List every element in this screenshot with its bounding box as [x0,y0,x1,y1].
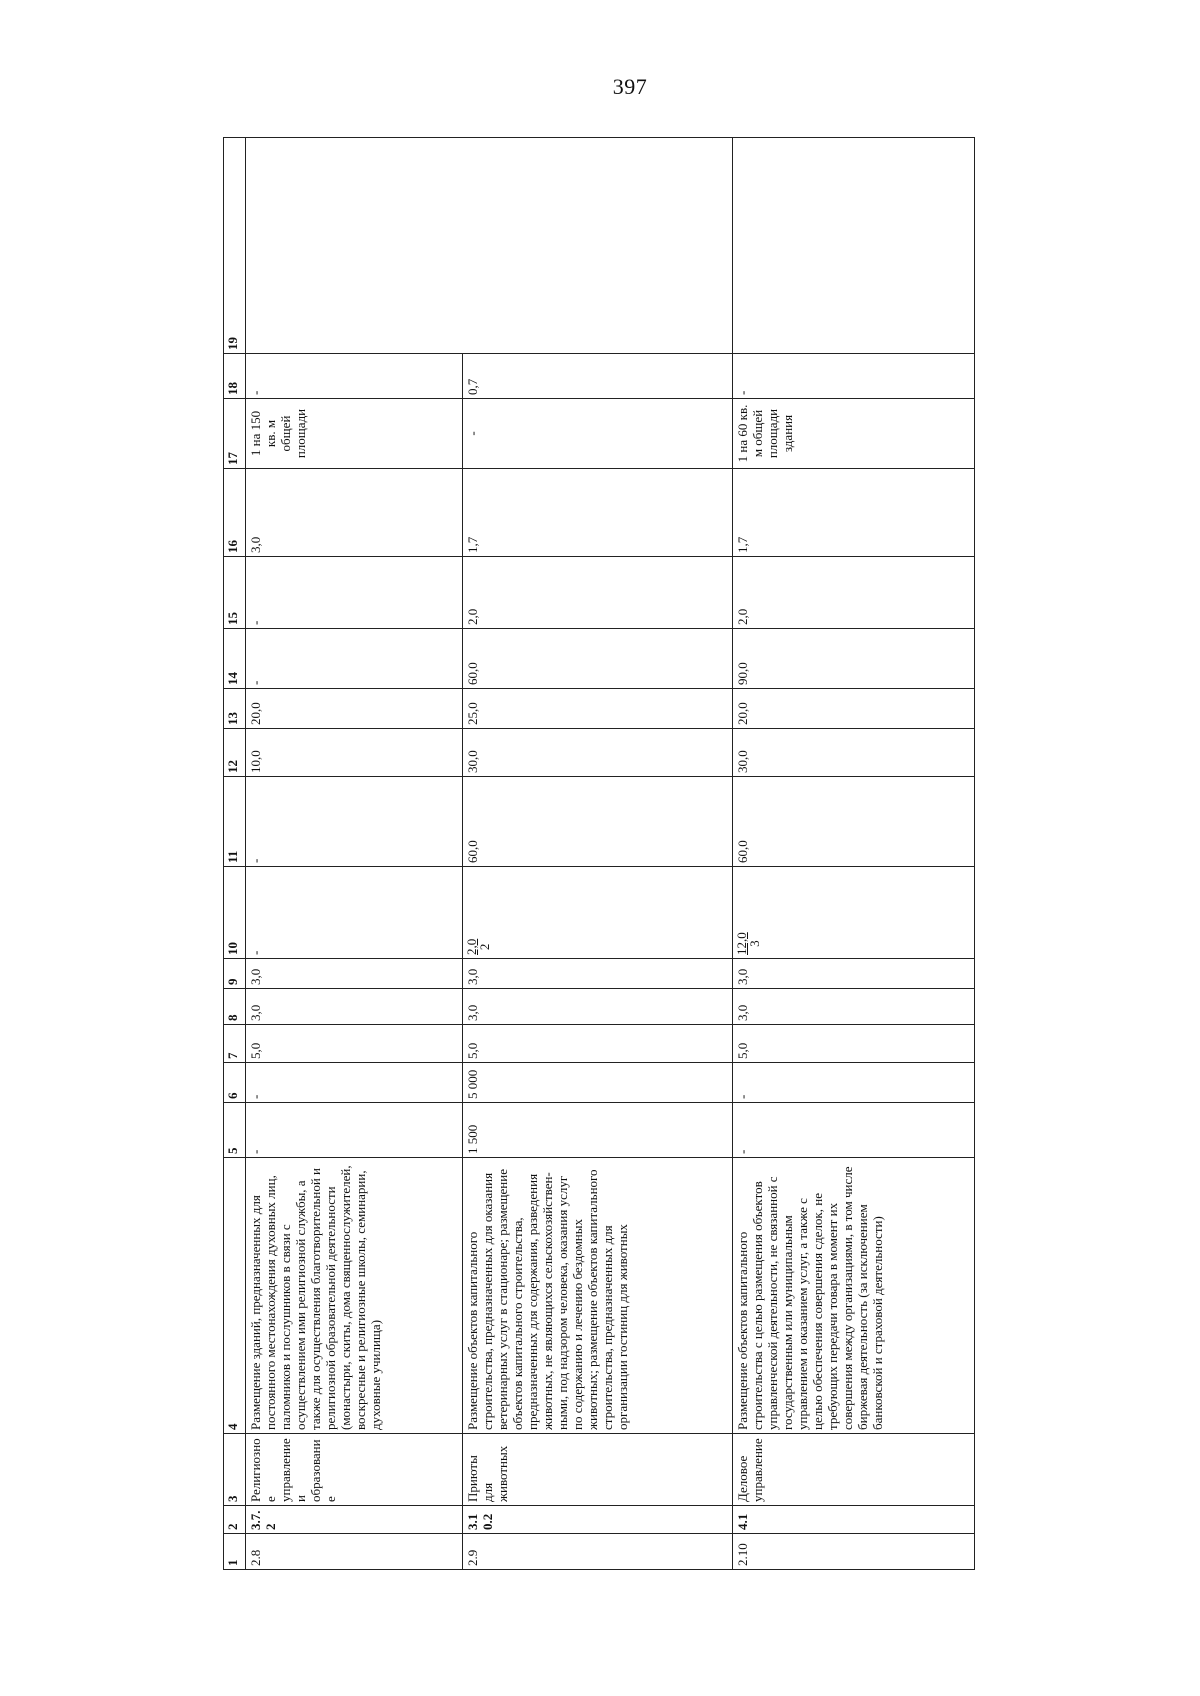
header-cell: 4 [224,1158,246,1434]
value-cell: 1,7 [733,469,975,557]
header-cell: 15 [224,557,246,629]
value-cell: 60,0 [733,777,975,867]
table-row [733,138,975,1570]
value-cell: 3,0 [733,989,975,1025]
header-cell: 13 [224,689,246,729]
value-cell: 5 000 [463,1063,733,1103]
header-cell: 12 [224,729,246,777]
value-cell: 3,0 [246,959,463,989]
header-cell: 10 [224,867,246,959]
row-number-cell: 2.10 [733,1534,975,1570]
parking-norm-cell: 1 на 150 кв. м общей площади [246,399,463,469]
value-cell: 30,0 [733,729,975,777]
value-cell: 30,0 [463,729,733,777]
header-cell: 1 [224,1534,246,1570]
header-cell: 8 [224,989,246,1025]
page-number: 397 [612,74,648,99]
header-cell: 19 [224,138,246,354]
value-cell: 0,7 [463,354,733,399]
header-cell: 11 [224,777,246,867]
value-cell: - [733,354,975,399]
value-cell: 2,0 [463,557,733,629]
value-cell: 20,0 [733,689,975,729]
value-cell: 3,0 [463,959,733,989]
fraction-value-cell [733,867,975,959]
value-cell: 5,0 [246,1025,463,1063]
parking-norm-cell: - [463,399,733,469]
fraction [465,939,491,955]
use-name-cell: Деловое управление [733,1434,975,1506]
fraction-denominator: 3 [747,940,762,947]
use-description-cell: Размещение зданий, предназначенных для постоянного местонахождения духовных лиц, паломников и послушников в связи с осуществлением ими религиозной службы, а также для осуществления благотворительной и религиозной образовательной деятельности (монастыри, скиты, дома священнослужителей, воскресные и религиозные школы, семинарии, духовные училища) [246,1158,463,1434]
value-cell: 20,0 [246,689,463,729]
header-cell: 3 [224,1434,246,1506]
code-cell: 3.10.2 [463,1506,733,1534]
value-cell: - [246,1103,463,1158]
header-cell: 7 [224,1025,246,1063]
notes-cell [733,138,975,354]
header-cell: 18 [224,354,246,399]
value-cell: 1 500 [463,1103,733,1158]
code-cell: 3.7.2 [246,1506,463,1534]
value-cell: 3,0 [246,469,463,557]
value-cell: - [246,557,463,629]
row-number-cell: 2.9 [463,1534,733,1570]
fraction-denominator: 2 [477,943,492,951]
value-cell: 5,0 [733,1025,975,1063]
value-cell: - [246,1063,463,1103]
value-cell: 60,0 [463,777,733,867]
header-row [224,138,246,1570]
value-cell: - [246,777,463,867]
value-cell: 1,7 [463,469,733,557]
value-cell: 10,0 [246,729,463,777]
fraction-value-cell [463,867,733,959]
fraction-numerator: 2,0 [464,938,479,955]
fraction-numerator: 12,0 [734,932,749,955]
value-cell: - [246,354,463,399]
zoning-parameters-table [223,137,975,1570]
use-description-cell: Размещение объектов капитального строительства, предназначенных для оказания ветеринарных услуг в стационаре; размещение объектов капитального строительства, предназначенных для содержания, разведения животных, не являющихся сельскохозяйствен-ными, под надзором человека, оказания услуг по содержанию и лечению бездомных животных; размещение объектов капитального строительства, предназначенных для организации гостиниц для животных [463,1158,733,1434]
use-description-cell: Размещение объектов капитального строительства с целью размещения объектов управленческой деятельности, не связанной с государственным или муниципальным управлением и оказанием услуг, а также с целью обеспечения совершения сделок, не требующих передачи товара в момент их совершения между организациями, в том числе биржевая деятельность (за исключением банковской и страховой деятельности) [733,1158,975,1434]
value-cell: 3,0 [463,989,733,1025]
value-cell: 60,0 [463,629,733,689]
value-cell: 2,0 [733,557,975,629]
code-cell: 4.1 [733,1506,975,1534]
header-cell: 2 [224,1506,246,1534]
value-cell: 5,0 [463,1025,733,1063]
header-cell: 6 [224,1063,246,1103]
value-cell: - [246,629,463,689]
header-cell: 5 [224,1103,246,1158]
value-cell: 3,0 [733,959,975,989]
notes-cell [246,138,733,354]
rotated-table-container [223,138,974,1570]
value-cell: - [733,1063,975,1103]
value-cell: - [246,867,463,959]
value-cell: 90,0 [733,629,975,689]
value-cell: 3,0 [246,989,463,1025]
parking-norm-cell: 1 на 60 кв. м общей площади здания [733,399,975,469]
fraction [735,932,761,955]
header-cell: 17 [224,399,246,469]
use-name-cell: Приюты для животных [463,1434,733,1506]
value-cell: 25,0 [463,689,733,729]
header-cell: 16 [224,469,246,557]
header-cell: 14 [224,629,246,689]
header-cell: 9 [224,959,246,989]
use-name-cell: Религиозное управление и образование [246,1434,463,1506]
value-cell: - [733,1103,975,1158]
table-row [246,138,463,1570]
row-number-cell: 2.8 [246,1534,463,1570]
